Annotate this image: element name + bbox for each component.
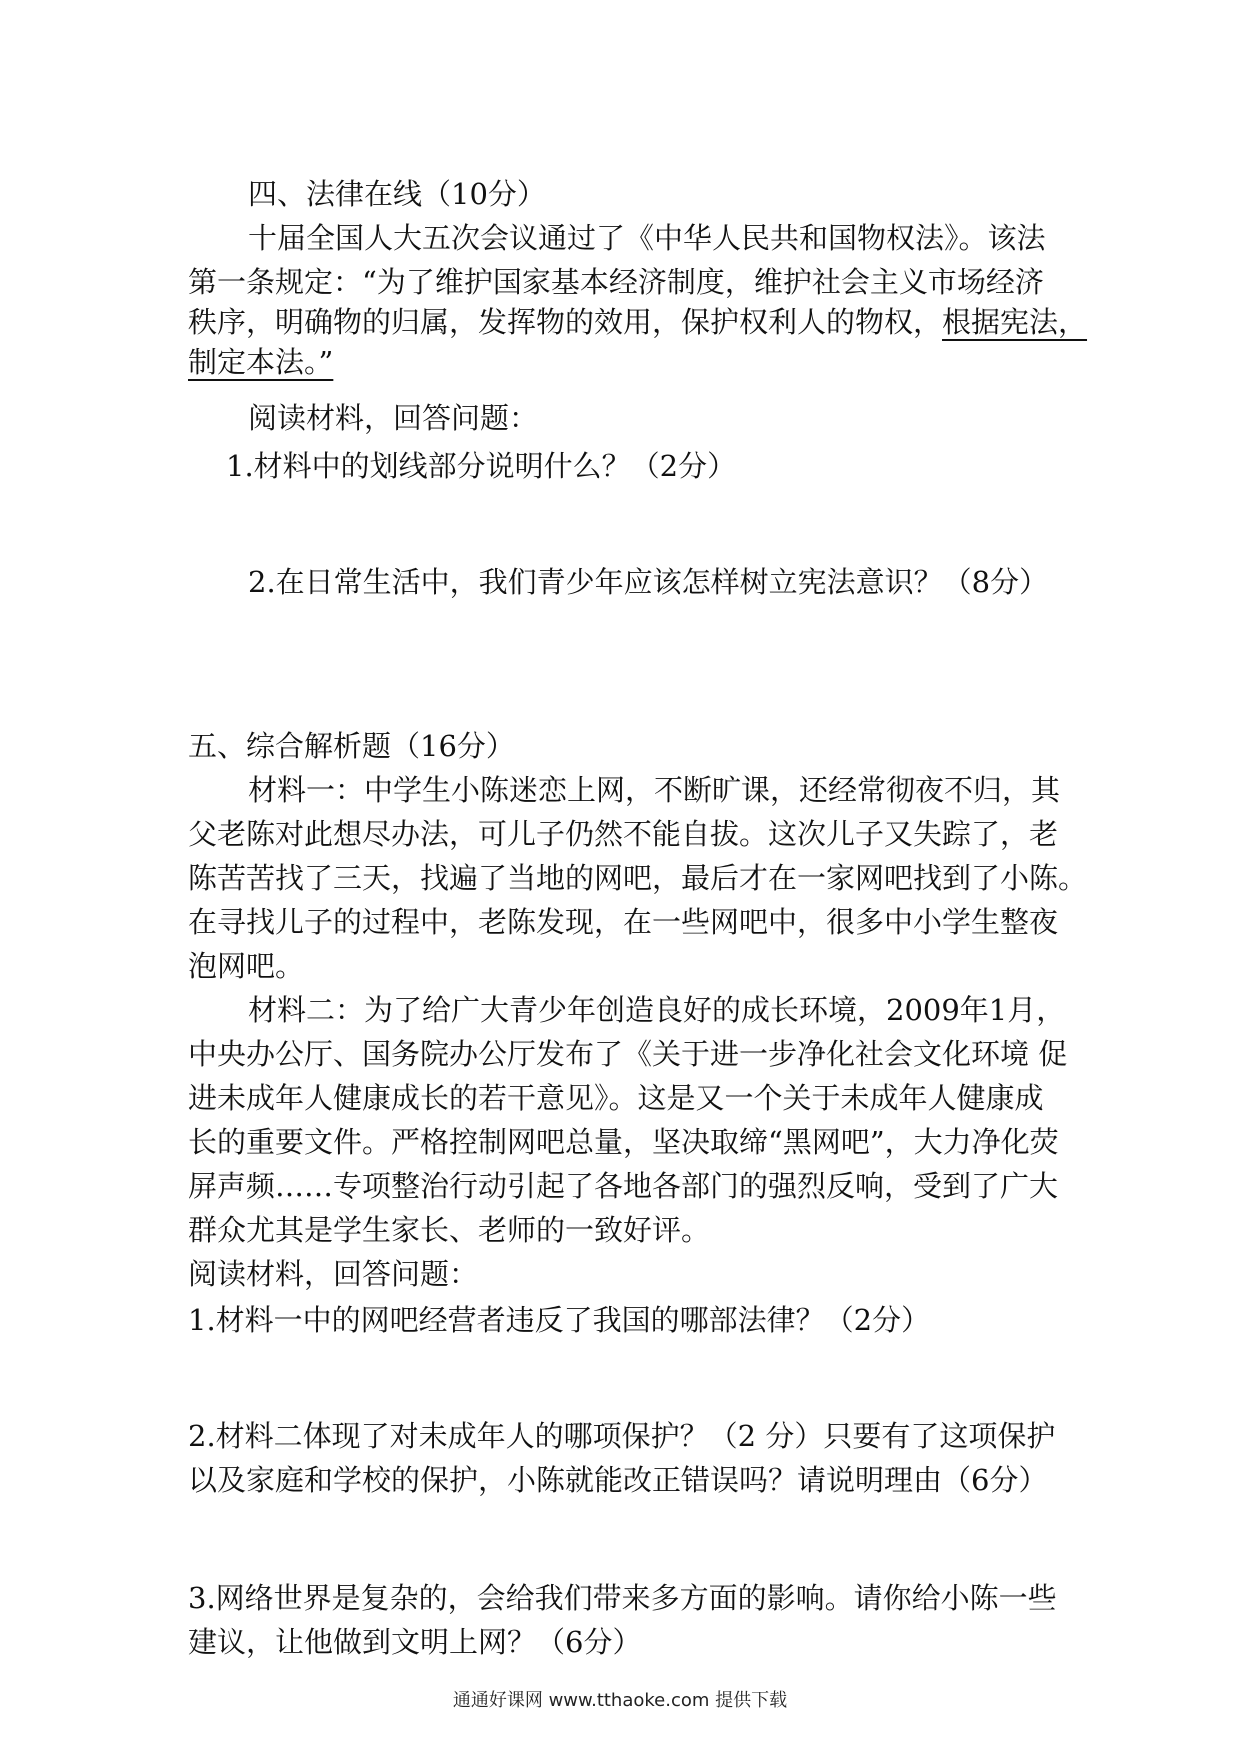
section5-question-2-line: 2.材料二体现了对未成年人的哪项保护？（2 分）只要有了这项保护 (188, 1419, 1056, 1453)
section5-material1-line: 陈苦苦找了三天，找遍了当地的网吧，最后才在一家网吧找到了小陈。 (188, 861, 1088, 895)
section5-question-3-line: 建议，让他做到文明上网？（6分） (188, 1625, 642, 1659)
section5-heading: 五、综合解析题（16分） (188, 729, 515, 763)
section5-question-3-line: 3.网络世界是复杂的，会给我们带来多方面的影响。请你给小陈一些 (188, 1581, 1057, 1615)
section4-heading: 四、法律在线（10分） (248, 177, 546, 211)
section4-material-line: 第一条规定：“为了维护国家基本经济制度，维护社会主义市场经济 (188, 265, 1044, 299)
section4-material-line: 十届全国人大五次会议通过了《中华人民共和国物权法》。该法 (248, 221, 1046, 255)
page-footer: 通通好课网 www.tthaoke.com 提供下载 (452, 1690, 788, 1711)
section5-material2-line: 进未成年人健康成长的若干意见》。这是又一个关于未成年人健康成 (188, 1081, 1044, 1115)
section5-material1-line: 父老陈对此想尽办法，可儿子仍然不能自拔。这次儿子又失踪了，老 (188, 817, 1059, 851)
section4-material-text: 秩序，明确物的归属，发挥物的效用，保护权利人的物权， (188, 305, 943, 339)
section4-material-line (188, 300, 1088, 344)
section5-material2-line: 屏声频……专项整治行动引起了各地各部门的强烈反响，受到了广大 (188, 1169, 1059, 1203)
section5-material1-line: 泡网吧。 (188, 949, 305, 983)
section5-prompt: 阅读材料，回答问题： (188, 1257, 479, 1291)
section4-question-1: 1.材料中的划线部分说明什么？（2分） (226, 449, 737, 483)
underlined-text: 制定本法。” (188, 345, 334, 379)
section5-material2-line: 群众尤其是学生家长、老师的一致好评。 (188, 1213, 711, 1247)
section5-material1-line: 在寻找儿子的过程中，老陈发现，在一些网吧中，很多中小学生整夜 (188, 905, 1059, 939)
section5-material2-line: 长的重要文件。严格控制网吧总量，坚决取缔“黑网吧”，大力净化荧 (188, 1125, 1059, 1159)
section4-prompt: 阅读材料，回答问题： (248, 401, 539, 435)
section4-question-2: 2.在日常生活中，我们青少年应该怎样树立宪法意识？（8分） (248, 565, 1049, 599)
section5-question-2-line: 以及家庭和学校的保护，小陈就能改正错误吗？请说明理由（6分） (188, 1463, 1048, 1497)
section5-material2-line: 中央办公厅、国务院办公厅发布了《关于进一步净化社会文化环境 促 (188, 1037, 1068, 1071)
section5-material1-line: 材料一：中学生小陈迷恋上网，不断旷课，还经常彻夜不归，其 (248, 773, 1061, 807)
section5-material2-line: 材料二：为了给广大青少年创造良好的成长环境，2009年1月， (248, 993, 1066, 1027)
underlined-text: 根据宪法， (942, 305, 1088, 339)
section4-material-line (188, 340, 1068, 384)
section5-question-1: 1.材料一中的网吧经营者违反了我国的哪部法律？（2分） (188, 1303, 931, 1337)
